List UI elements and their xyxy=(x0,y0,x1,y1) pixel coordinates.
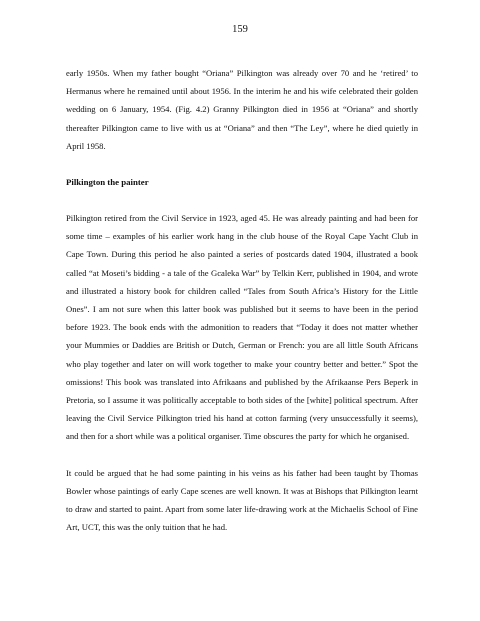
section-heading: Pilkington the painter xyxy=(66,177,149,188)
paragraph-intro: early 1950s. When my father bought “Oriana” Pilkington was already over 70 and he ‘retired’ to Hermanus where he remained until about 1956. In the interim he and his wife celebrated their golden wedding on 6 January, 1954. (Fig. 4.2) Granny Pilkington died in 1956 at “Oriana” and shortly thereafter Pilkington came to live with us at “Oriana” and then “The Ley”, where he died quietly in April 1958. xyxy=(66,68,418,151)
page-number: 159 xyxy=(232,24,248,35)
paragraph-painting-tuition: It could be argued that he had some painting in his veins as his father had been taught by Thomas Bowler whose paintings of early Cape scenes are well known. It was at Bishops that Pilkington learnt to draw and started to paint. Apart from some later life-drawing work at the Michaelis School of Fine Art, UCT, this was the only tuition that he had. xyxy=(66,467,418,533)
page-body xyxy=(66,64,418,536)
paragraph-painter-career: Pilkington retired from the Civil Service in 1923, aged 45. He was already painting and had been for some time – examples of his earlier work hang in the club house of the Royal Cape Yacht Club in Cape Town. During this period he also painted a series of postcards dated 1904, illustrated a book called “at Moseti’s bidding - a tale of the Gcaleka War” by Telkin Kerr, published in 1904, and wrote and illustrated a history book for children called “Tales from South Africa’s History for the Little Ones”. I am not sure when this latter book was published but it seems to have been in the period before 1923. The book ends with the admonition to readers that “Today it does not matter whether your Mummies or Daddies are British or Dutch, German or French: you are all little South Africans who play together and later on will work together to make your country better and better.” Spot the omissions! This book was translated into Afrikaans and published by the Afrikaanse Pers Beperk in Pretoria, so I assume it was politically acceptable to both sides of the [white] political spectrum. After leaving the Civil Service Pilkington tried his hand at cotton farming (very unsuccessfully it seems), and then for a short while was a political organiser. Time obscures the party for which he organised. xyxy=(66,213,418,442)
